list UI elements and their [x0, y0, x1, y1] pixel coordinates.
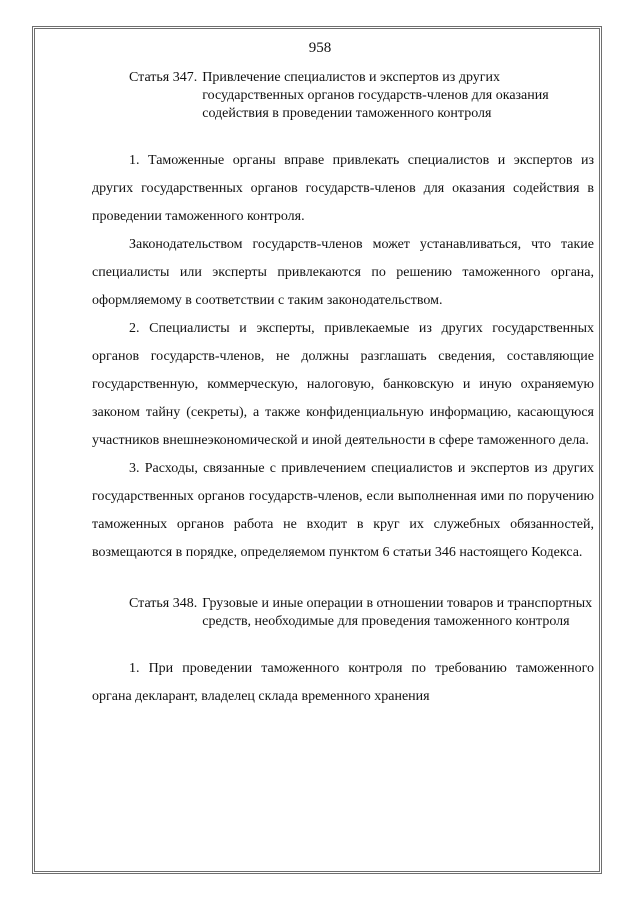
article-347-paragraph-1: 1. Таможенные органы вправе привлекать специалистов и экспертов из других государственных органов государств-членов для оказания содействия в проведении таможенного контроля.: [92, 153, 594, 224]
page-number: 958: [308, 40, 332, 56]
article-348-paragraph-1: 1. При проведении таможенного контроля по требованию таможенного органа декларант, владелец склада временного хранения: [92, 661, 594, 704]
article-348-heading: [129, 595, 594, 631]
article-347-paragraph-2: Законодательством государств-членов может устанавливаться, что такие специалисты или эксперты привлекаются по решению таможенного органа, оформляемому в соответствии с таким законодательством.: [92, 237, 594, 308]
article-347-title: Привлечение специалистов и экспертов из других государственных органов государств-членов для оказания содействия в проведении таможенного контроля: [202, 70, 549, 121]
article-347-heading: [129, 69, 594, 123]
article-348-label: Статья 348.: [129, 596, 198, 611]
article-347-label: Статья 347.: [129, 70, 198, 85]
article-347-paragraph-4: 3. Расходы, связанные с привлечением специалистов и экспертов из других государственных органов государств-членов, если выполненная ими по поручению таможенных органов работа не входит в круг их служебных обязанностей, возмещаются в порядке, определяемом пунктом 6 статьи 346 настоящего Кодекса.: [92, 461, 594, 560]
article-348-title: Грузовые и иные операции в отношении товаров и транспортных средств, необходимые для проведения таможенного контроля: [202, 596, 593, 629]
article-347-paragraph-3: 2. Специалисты и эксперты, привлекаемые из других государственных органов государств-членов, не должны разглашать сведения, составляющие государственную, коммерческую, налоговую, банковскую и иную охраняемую законом тайну (секреты), а также конфиденциальную информацию, касающуюся участников внешнеэкономической и иной деятельности в сфере таможенного дела.: [92, 321, 594, 448]
document-body: [92, 69, 594, 711]
